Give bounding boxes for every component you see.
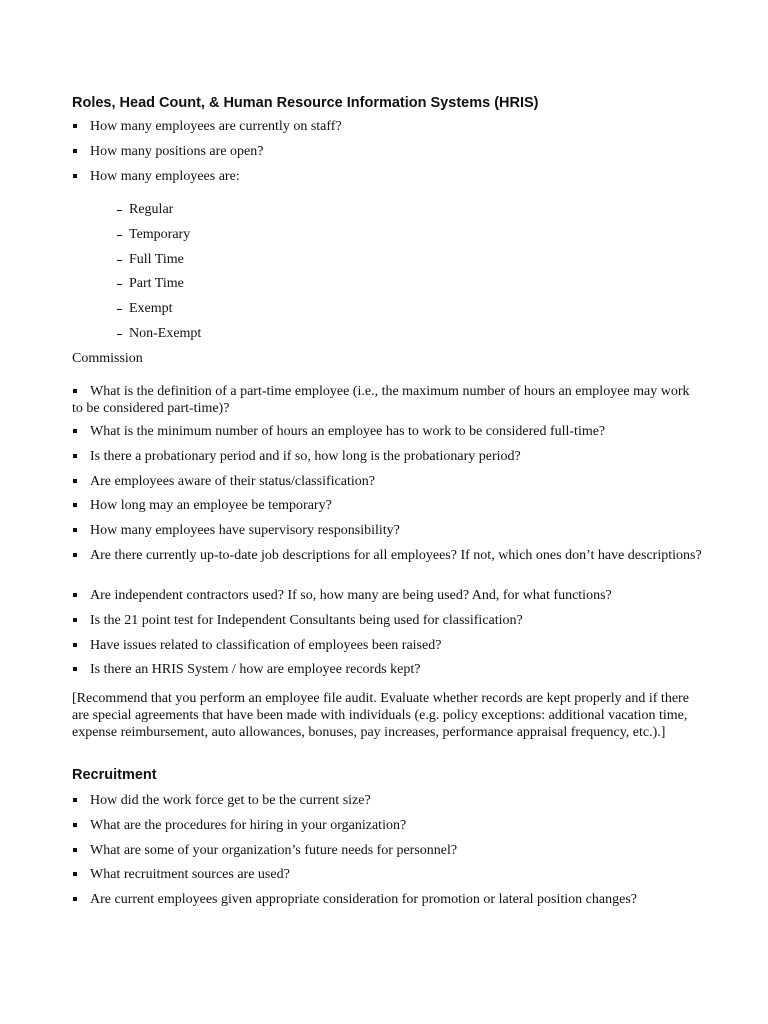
square-bullet-icon: [73, 503, 77, 507]
list-item: What is the minimum number of hours an employee has to work to be considered full-time?: [72, 423, 702, 448]
list-item: What are the procedures for hiring in your organization?: [72, 817, 702, 842]
square-bullet-icon: [73, 798, 77, 802]
dash-bullet-icon: [117, 210, 122, 211]
sub-list-item: Exempt: [72, 300, 702, 325]
list-item: Is there a probationary period and if so, how long is the probationary period?: [72, 448, 702, 473]
square-bullet-icon: [73, 389, 77, 393]
square-bullet-icon: [73, 667, 77, 671]
sub-list-item: Temporary: [72, 226, 702, 251]
square-bullet-icon: [73, 553, 77, 557]
square-bullet-icon: [73, 454, 77, 458]
square-bullet-icon: [73, 823, 77, 827]
dash-bullet-icon: [117, 284, 122, 285]
recruitment-bullet-list: [72, 792, 702, 916]
list-item: What recruitment sources are used?: [72, 866, 702, 891]
list-item: How many positions are open?: [72, 143, 702, 168]
list-item: What are some of your organization’s future needs for personnel?: [72, 842, 702, 867]
sub-list-item: Full Time: [72, 251, 702, 276]
square-bullet-icon: [73, 149, 77, 153]
square-bullet-icon: [73, 528, 77, 532]
square-bullet-icon: [73, 848, 77, 852]
list-item: Are there currently up-to-date job descriptions for all employees? If not, which ones don’t have descriptions?: [72, 547, 702, 587]
sub-list-item: Regular: [72, 201, 702, 226]
list-item: Is there an HRIS System / how are employee records kept?: [72, 661, 702, 686]
dash-bullet-icon: [117, 309, 122, 310]
dash-bullet-icon: [117, 235, 122, 236]
sub-list-item: Part Time: [72, 275, 702, 300]
question-list: [72, 383, 702, 686]
list-item: How long may an employee be temporary?: [72, 497, 702, 522]
sub-list-item: Non-Exempt: [72, 325, 702, 350]
square-bullet-icon: [73, 643, 77, 647]
list-item: How did the work force get to be the current size?: [72, 792, 702, 817]
list-item: What is the definition of a part-time employee (i.e., the maximum number of hours an employee may work to be considered part-time)?: [72, 384, 690, 416]
list-item: Have issues related to classification of employees been raised?: [72, 637, 702, 662]
square-bullet-icon: [73, 897, 77, 901]
square-bullet-icon: [73, 593, 77, 597]
list-item: How many employees are:: [72, 168, 702, 193]
section-heading-recruitment: Recruitment: [72, 767, 157, 783]
list-item: Are employees aware of their status/classification?: [72, 473, 702, 498]
intro-bullet-list: [72, 118, 702, 192]
square-bullet-icon: [73, 618, 77, 622]
recommendation-paragraph: [Recommend that you perform an employee file audit. Evaluate whether records are kept properly and if there are special agreements that have been made with individuals (e.g. policy exceptions: additional vacation time, expense reimbursement, auto allowances, bonuses, pay increases, performance appraisal frequency, etc.).]: [72, 691, 689, 740]
list-item: Are current employees given appropriate consideration for promotion or lateral position changes?: [72, 891, 702, 916]
list-item: How many employees have supervisory responsibility?: [72, 522, 702, 547]
section-heading-hris: Roles, Head Count, & Human Resource Information Systems (HRIS): [72, 95, 539, 111]
square-bullet-icon: [73, 429, 77, 433]
square-bullet-icon: [73, 124, 77, 128]
commission-label: Commission: [72, 351, 143, 366]
dash-bullet-icon: [117, 260, 122, 261]
list-item: How many employees are currently on staff?: [72, 118, 702, 143]
square-bullet-icon: [73, 479, 77, 483]
dash-bullet-icon: [117, 334, 122, 335]
employee-type-sublist: [72, 201, 702, 350]
square-bullet-icon: [73, 872, 77, 876]
list-item: Are independent contractors used? If so, how many are being used? And, for what functions?: [72, 587, 702, 612]
list-item: Is the 21 point test for Independent Consultants being used for classification?: [72, 612, 702, 637]
square-bullet-icon: [73, 174, 77, 178]
